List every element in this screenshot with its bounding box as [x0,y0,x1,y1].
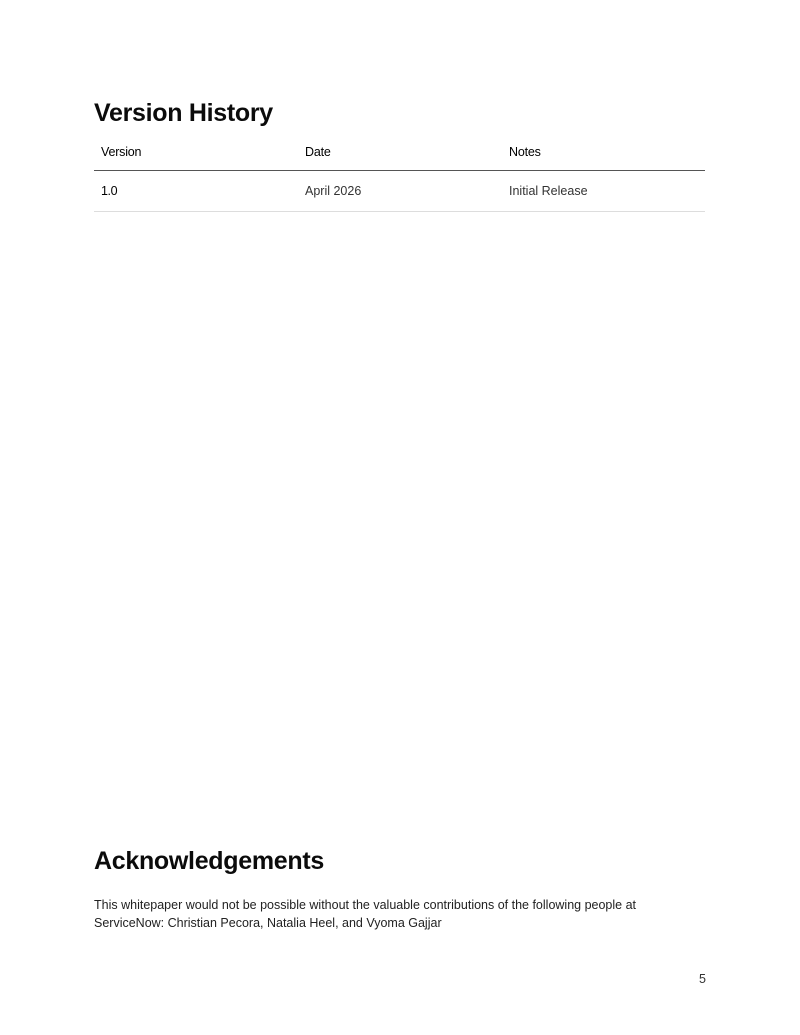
version-cell: 1.0 [94,171,298,212]
date-cell: April 2026 [298,171,502,212]
page-number: 5 [699,972,706,986]
table-header-row [94,134,705,171]
version-history-table [94,134,705,212]
table-row [94,171,705,212]
column-header-version: Version [94,134,298,171]
acknowledgements-heading: Acknowledgements [94,847,324,875]
notes-cell: Initial Release [502,171,705,212]
acknowledgements-paragraph: This whitepaper would not be possible without the valuable contributions of the following people at ServiceNow: Christian Pecora, Natalia Heel, and Vyoma Gajjar [94,898,637,930]
column-header-date: Date [298,134,502,171]
column-header-notes: Notes [502,134,705,171]
version-history-heading: Version History [94,99,273,127]
